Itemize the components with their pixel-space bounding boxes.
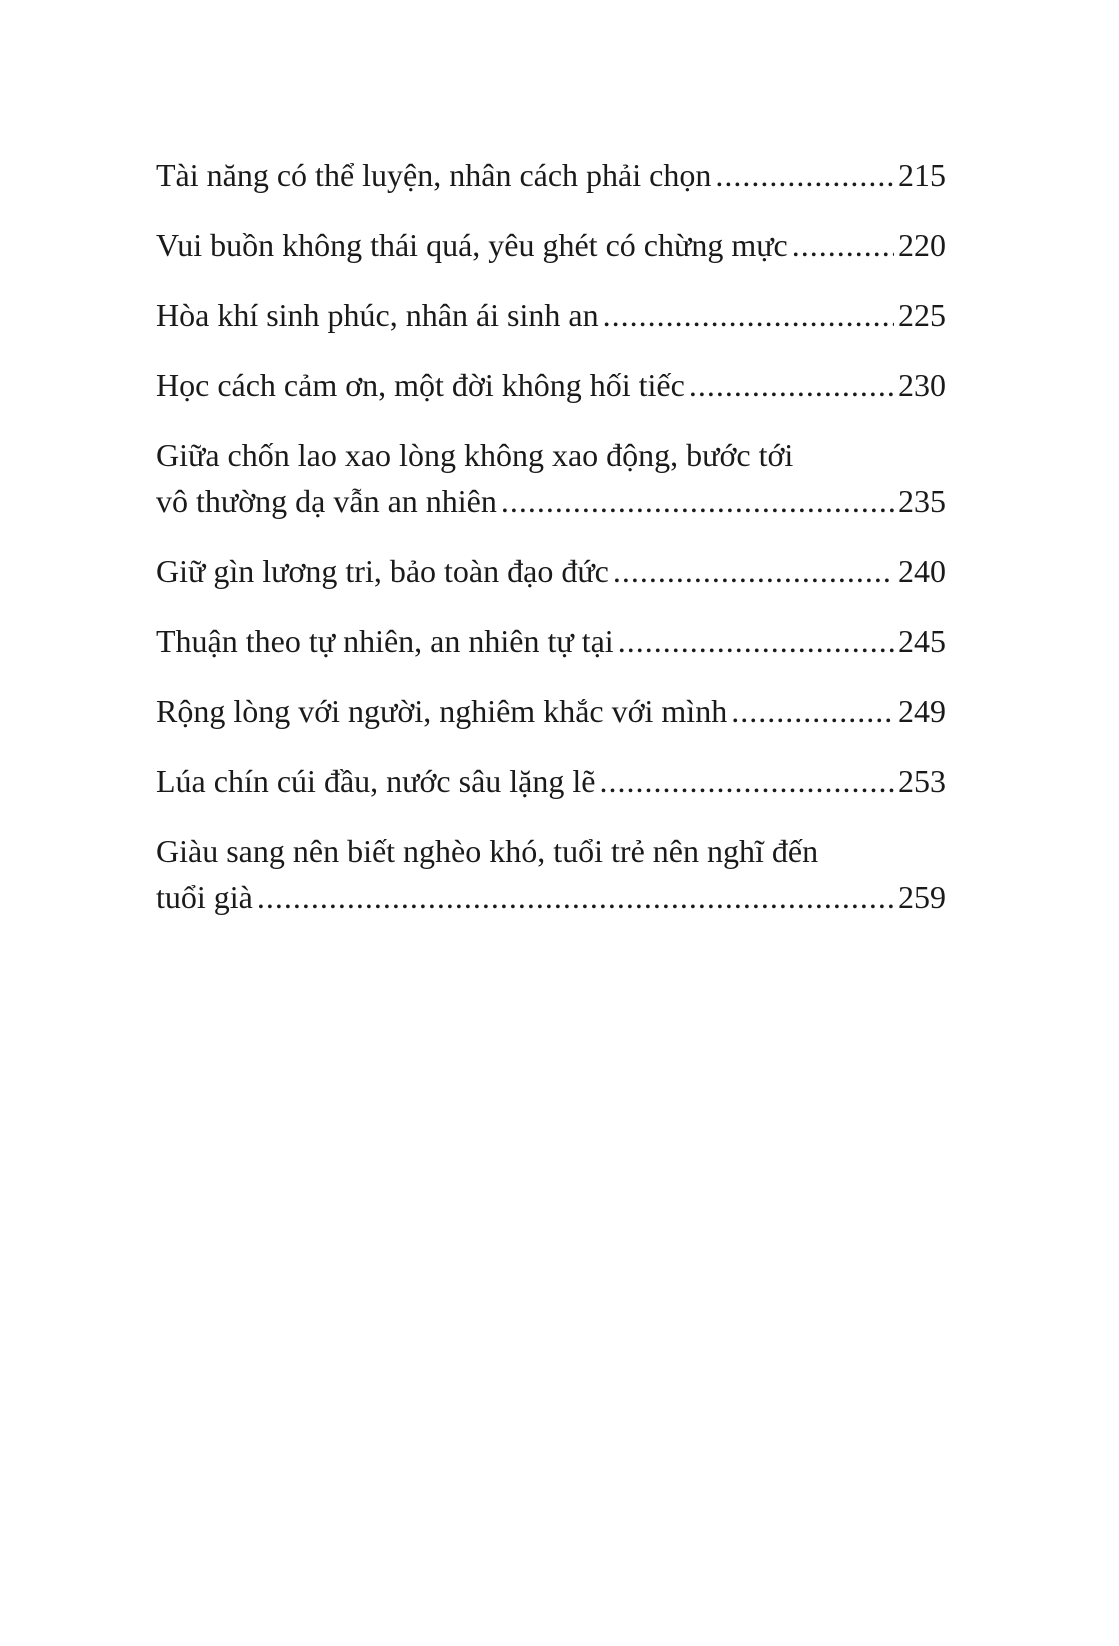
toc-entry-title: Thuận theo tự nhiên, an nhiên tự tại <box>156 623 614 659</box>
toc-entry-title: Học cách cảm ơn, một đời không hối tiếc <box>156 367 685 403</box>
dot-leader <box>599 758 894 804</box>
table-of-contents <box>156 152 946 944</box>
dot-leader <box>618 618 894 664</box>
toc-entry-page: 215 <box>898 157 946 193</box>
toc-entry-page: 253 <box>898 763 946 799</box>
toc-entry-page: 235 <box>898 483 946 519</box>
toc-entry-title: vô thường dạ vẫn an nhiên <box>156 483 497 519</box>
toc-entry <box>156 432 946 524</box>
dot-leader <box>613 548 894 594</box>
toc-entry-page: 230 <box>898 367 946 403</box>
toc-entry-page: 249 <box>898 693 946 729</box>
toc-entry <box>156 152 946 198</box>
toc-entry <box>156 758 946 804</box>
toc-entry-page: 245 <box>898 623 946 659</box>
dot-leader <box>689 362 894 408</box>
dot-leader <box>792 222 894 268</box>
toc-entry <box>156 292 946 338</box>
toc-entry <box>156 618 946 664</box>
dot-leader <box>603 292 894 338</box>
dot-leader <box>715 152 894 198</box>
toc-entry-title: tuổi già <box>156 879 253 915</box>
toc-entry-page: 240 <box>898 553 946 589</box>
toc-entry <box>156 362 946 408</box>
toc-entry-title-line1: Giữa chốn lao xao lòng không xao động, bước tới <box>156 437 794 473</box>
toc-entry-page: 225 <box>898 297 946 333</box>
toc-entry-title: Giữ gìn lương tri, bảo toàn đạo đức <box>156 553 609 589</box>
toc-entry <box>156 688 946 734</box>
dot-leader <box>731 688 894 734</box>
toc-entry <box>156 548 946 594</box>
toc-entry-page: 259 <box>898 879 946 915</box>
dot-leader <box>257 874 894 920</box>
toc-entry-title: Hòa khí sinh phúc, nhân ái sinh an <box>156 297 599 333</box>
dot-leader <box>501 478 894 524</box>
toc-entry-title: Lúa chín cúi đầu, nước sâu lặng lẽ <box>156 763 596 799</box>
toc-entry-title: Tài năng có thể luyện, nhân cách phải chọn <box>156 157 712 193</box>
toc-entry-title: Rộng lòng với người, nghiêm khắc với mình <box>156 693 728 729</box>
toc-entry <box>156 222 946 268</box>
toc-entry-title: Vui buồn không thái quá, yêu ghét có chừng mực <box>156 227 788 263</box>
toc-entry-page: 220 <box>898 227 946 263</box>
toc-entry-title-line1: Giàu sang nên biết nghèo khó, tuổi trẻ nên nghĩ đến <box>156 833 819 869</box>
toc-entry <box>156 828 946 920</box>
